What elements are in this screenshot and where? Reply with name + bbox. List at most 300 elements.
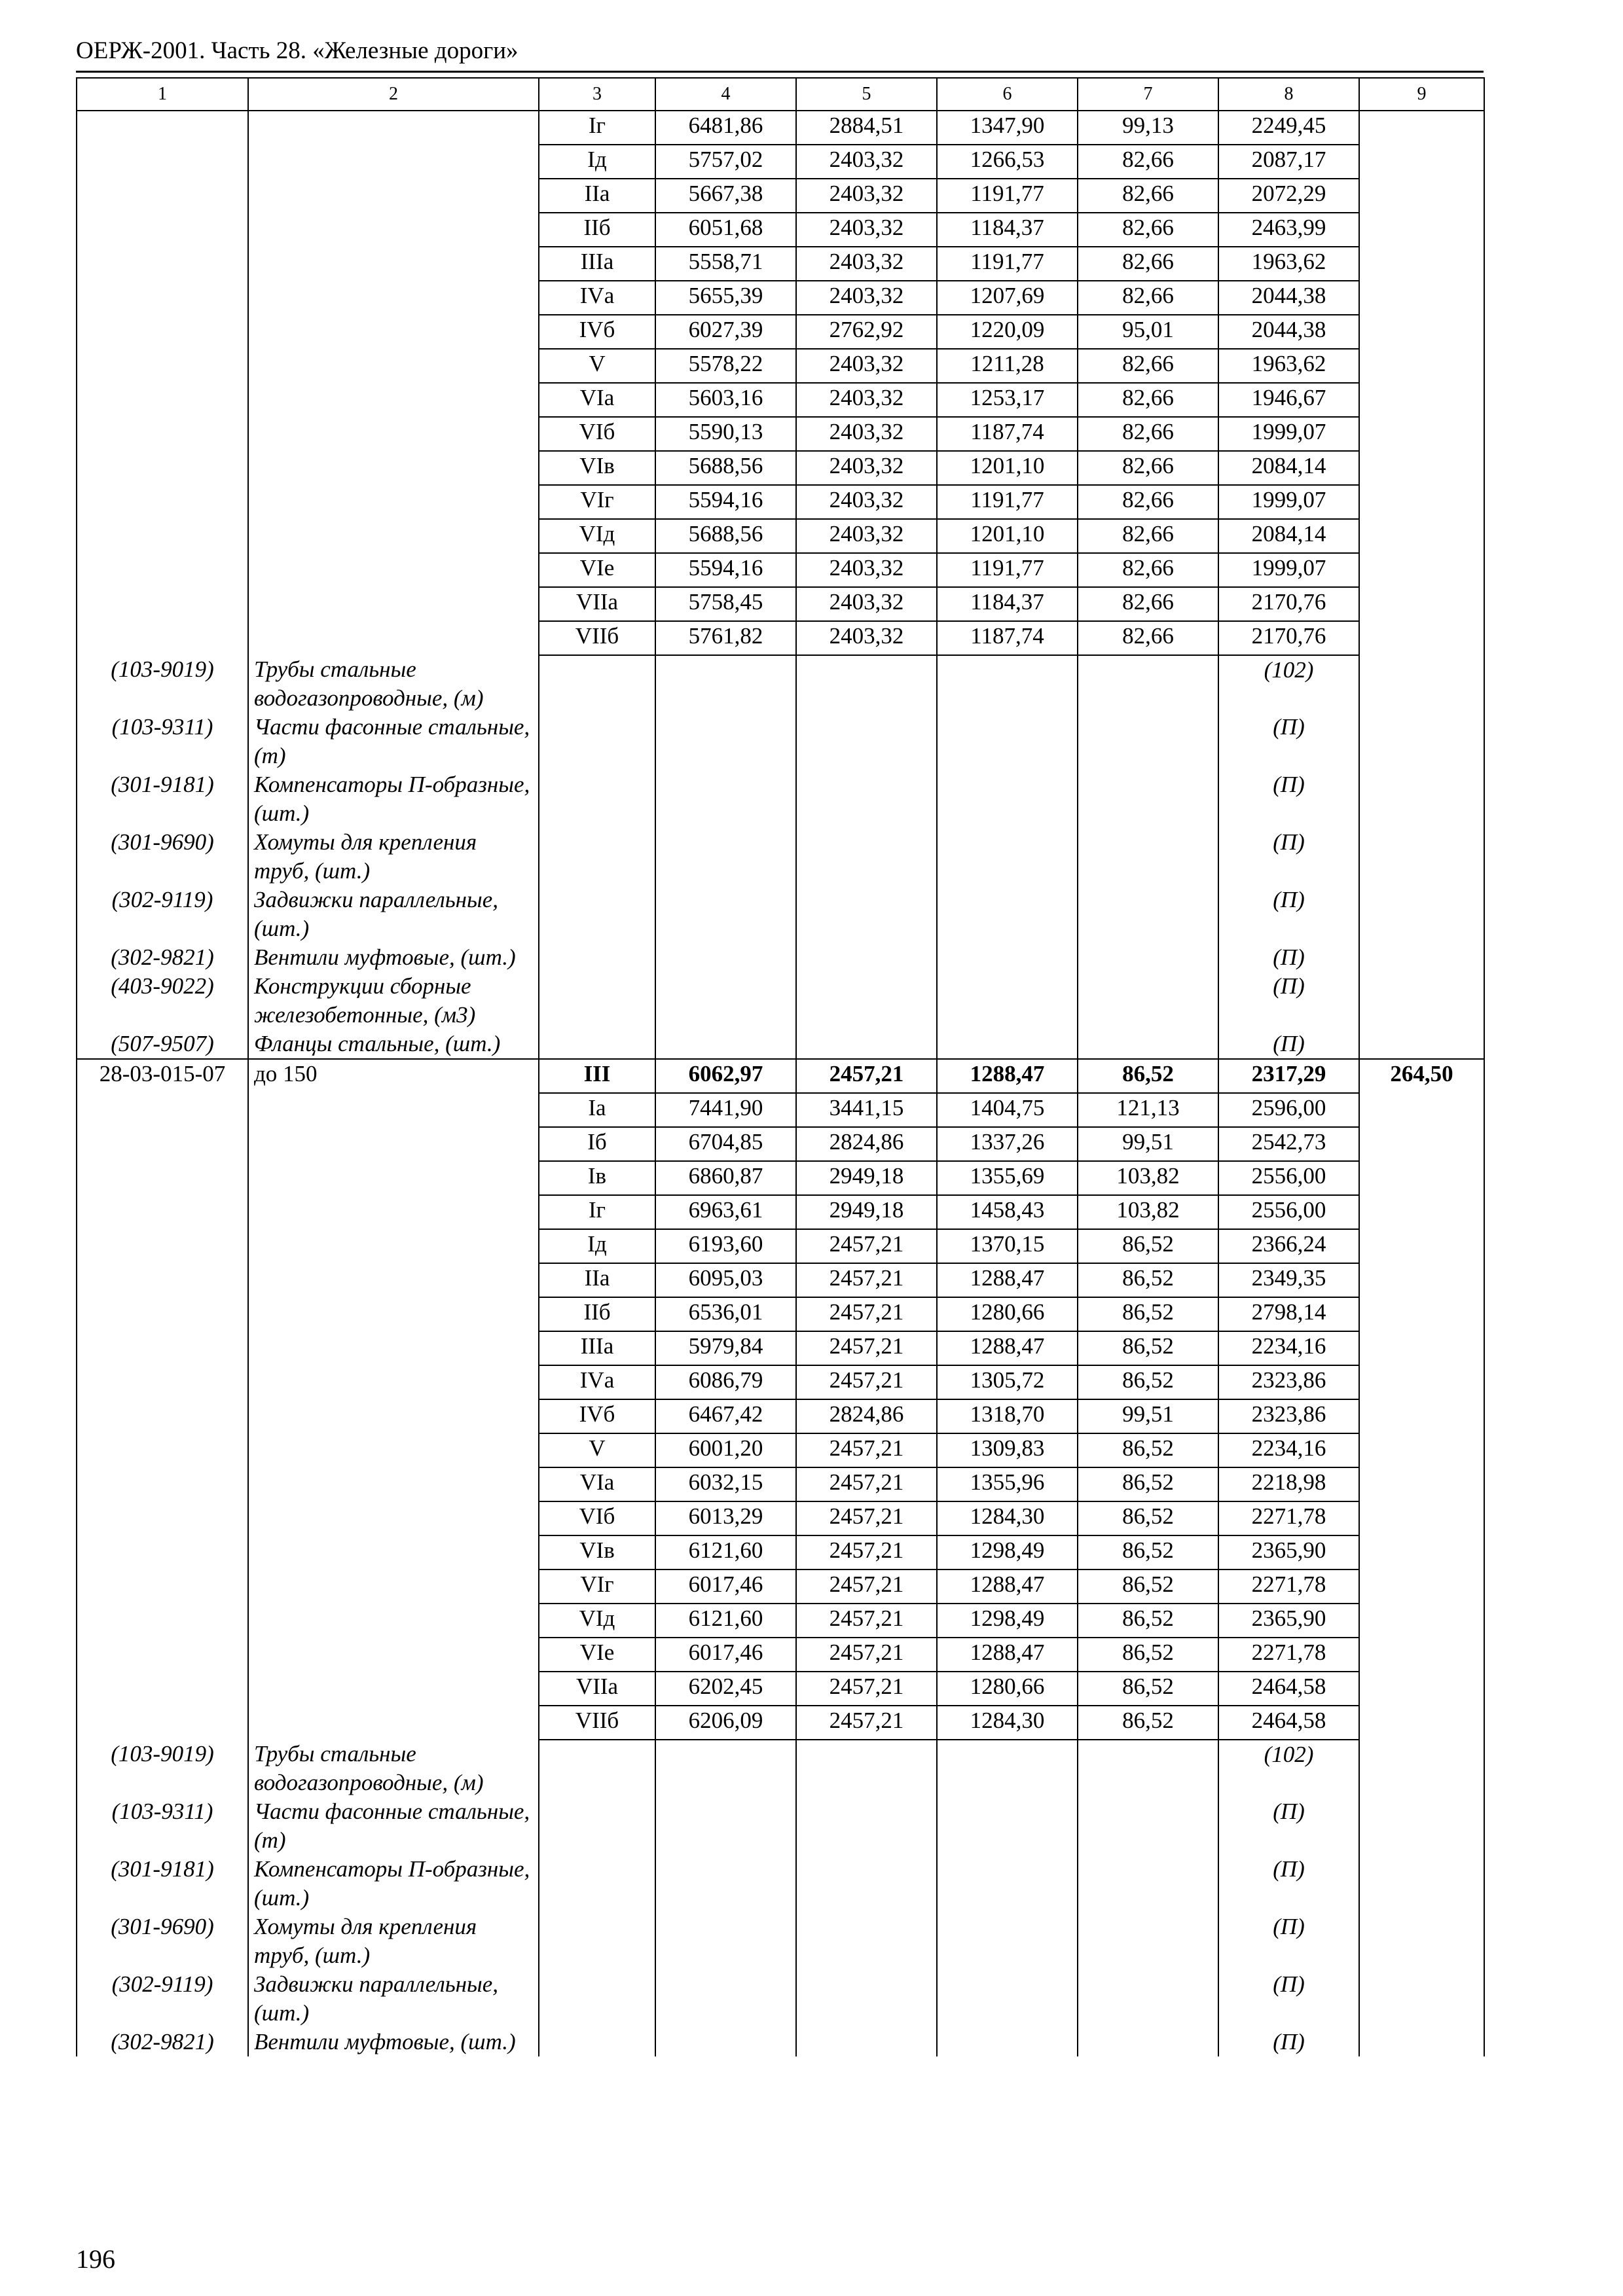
material-qty: (102) (1218, 1740, 1359, 1797)
value-cell: 86,52 (1078, 1604, 1218, 1638)
empty-cell (1078, 1030, 1218, 1059)
region-cell: VIг (539, 1570, 655, 1604)
material-code: (302-9821) (77, 943, 248, 972)
header-rule (76, 71, 1484, 73)
material-code: (301-9690) (77, 1912, 248, 1970)
region-cell: IVа (539, 1365, 655, 1399)
value-cell: 2403,32 (796, 349, 937, 383)
value-cell: 1184,37 (937, 213, 1078, 247)
material-name: Задвижки параллельные, (шт.) (248, 1970, 539, 2028)
value-cell: 95,01 (1078, 315, 1218, 349)
value-cell: 2762,92 (796, 315, 937, 349)
column-number: 8 (1218, 78, 1359, 111)
value-cell: 6481,86 (655, 111, 796, 145)
region-cell: IVб (539, 1399, 655, 1433)
empty-cell (655, 770, 796, 828)
value-cell: 1404,75 (937, 1093, 1078, 1127)
value-cell: 3441,15 (796, 1093, 937, 1127)
value-cell: 6202,45 (655, 1672, 796, 1706)
material-name: Компенсаторы П-образные, (шт.) (248, 1855, 539, 1912)
region-cell: Iв (539, 1161, 655, 1195)
material-row (77, 1797, 1484, 1855)
name-cell (248, 111, 539, 655)
value-cell: 5979,84 (655, 1331, 796, 1365)
material-row (77, 1855, 1484, 1912)
code-cell (77, 111, 248, 655)
value-cell: 1201,10 (937, 451, 1078, 485)
material-code: (103-9019) (77, 655, 248, 713)
value-cell: 2403,32 (796, 281, 937, 315)
value-cell: 6086,79 (655, 1365, 796, 1399)
material-code: (403-9022) (77, 972, 248, 1030)
value-cell: 1355,69 (937, 1161, 1078, 1195)
value-cell: 2949,18 (796, 1161, 937, 1195)
column-number: 7 (1078, 78, 1218, 111)
value-cell: 1309,83 (937, 1433, 1078, 1467)
value-cell: 2556,00 (1218, 1161, 1359, 1195)
empty-cell (796, 2028, 937, 2056)
value-cell: 1266,53 (937, 145, 1078, 179)
value-cell: 82,66 (1078, 179, 1218, 213)
empty-cell (937, 713, 1078, 770)
region-cell: VIIб (539, 1706, 655, 1740)
value-cell: 2798,14 (1218, 1297, 1359, 1331)
empty-cell (937, 770, 1078, 828)
value-cell: 2403,32 (796, 587, 937, 621)
region-cell: VIв (539, 451, 655, 485)
material-row (77, 655, 1484, 713)
value-cell: 6051,68 (655, 213, 796, 247)
value-cell: 103,82 (1078, 1195, 1218, 1229)
empty-cell (1078, 1797, 1218, 1855)
value-cell: 2464,58 (1218, 1706, 1359, 1740)
region-cell: Iг (539, 1195, 655, 1229)
value-cell: 2365,90 (1218, 1535, 1359, 1570)
value-cell: 1207,69 (937, 281, 1078, 315)
value-cell: 2457,21 (796, 1672, 937, 1706)
material-row (77, 943, 1484, 972)
value-cell: 6121,60 (655, 1535, 796, 1570)
value-cell: 6536,01 (655, 1297, 796, 1331)
value-cell: 2249,45 (1218, 111, 1359, 145)
empty-cell (937, 1030, 1078, 1059)
material-code: (301-9181) (77, 770, 248, 828)
material-name: Части фасонные стальные, (т) (248, 1797, 539, 1855)
value-cell: 6001,20 (655, 1433, 796, 1467)
value-cell: 2403,32 (796, 553, 937, 587)
material-code: (103-9311) (77, 713, 248, 770)
empty-cell (937, 1740, 1078, 1797)
region-cell: V (539, 1433, 655, 1467)
region-cell: VIв (539, 1535, 655, 1570)
empty-cell (655, 828, 796, 886)
value-cell: 1191,77 (937, 179, 1078, 213)
value-cell: 86,52 (1078, 1297, 1218, 1331)
value-cell: 1187,74 (937, 621, 1078, 655)
material-qty: (П) (1218, 1970, 1359, 2028)
region-cell: VIе (539, 553, 655, 587)
material-row (77, 713, 1484, 770)
empty-cell (539, 2028, 655, 2056)
value-cell: 1253,17 (937, 383, 1078, 417)
empty-cell (1078, 828, 1218, 886)
region-cell: IIб (539, 1297, 655, 1331)
empty-cell (796, 770, 937, 828)
value-cell: 82,66 (1078, 383, 1218, 417)
material-row (77, 770, 1484, 828)
value-cell: 2596,00 (1218, 1093, 1359, 1127)
value-cell: 2044,38 (1218, 315, 1359, 349)
material-row (77, 1030, 1484, 1059)
empty-cell (1078, 1912, 1218, 1970)
material-qty: (П) (1218, 713, 1359, 770)
empty-cell (1078, 655, 1218, 713)
material-code: (301-9690) (77, 828, 248, 886)
empty-cell (539, 972, 655, 1030)
column-number: 6 (937, 78, 1078, 111)
region-cell: VIе (539, 1638, 655, 1672)
value-cell: 2457,21 (796, 1638, 937, 1672)
value-cell: 82,66 (1078, 281, 1218, 315)
region-cell: VIд (539, 519, 655, 553)
value-cell: 82,66 (1078, 587, 1218, 621)
value-cell: 82,66 (1078, 417, 1218, 451)
value-cell: 6032,15 (655, 1467, 796, 1501)
value-cell: 2457,21 (796, 1433, 937, 1467)
region-cell: Iб (539, 1127, 655, 1161)
value-cell: 6017,46 (655, 1638, 796, 1672)
empty-cell (796, 972, 937, 1030)
empty-cell (937, 1797, 1078, 1855)
value-cell: 82,66 (1078, 621, 1218, 655)
material-qty: (П) (1218, 886, 1359, 943)
value-cell: 82,66 (1078, 213, 1218, 247)
region-cell: IIа (539, 1263, 655, 1297)
empty-cell (539, 828, 655, 886)
value-cell: 99,51 (1078, 1399, 1218, 1433)
material-name: Вентили муфтовые, (шт.) (248, 2028, 539, 2056)
value-cell: 2271,78 (1218, 1638, 1359, 1672)
empty-cell (796, 1970, 937, 2028)
value-cell: 2457,21 (796, 1365, 937, 1399)
value-cell: 1220,09 (937, 315, 1078, 349)
value-cell: 2271,78 (1218, 1570, 1359, 1604)
material-name: Конструкции сборные железобетонные, (м3) (248, 972, 539, 1030)
rate-row (77, 111, 1484, 145)
value-cell: 82,66 (1078, 519, 1218, 553)
value-cell: 86,52 (1078, 1638, 1218, 1672)
value-cell: 86,52 (1078, 1331, 1218, 1365)
material-qty: (П) (1218, 1912, 1359, 1970)
material-qty: (П) (1218, 943, 1359, 972)
value-cell: 86,52 (1078, 1229, 1218, 1263)
material-name: Хомуты для крепления труб, (шт.) (248, 828, 539, 886)
region-cell: VIа (539, 383, 655, 417)
empty-cell (539, 1797, 655, 1855)
empty-cell (1078, 886, 1218, 943)
value-cell: 5558,71 (655, 247, 796, 281)
value-cell: 86,52 (1078, 1706, 1218, 1740)
column-number: 1 (77, 78, 248, 111)
value-cell: 5590,13 (655, 417, 796, 451)
empty-cell (539, 1970, 655, 2028)
value-cell: 6017,46 (655, 1570, 796, 1604)
value-cell: 1280,66 (937, 1672, 1078, 1706)
value-cell: 1201,10 (937, 519, 1078, 553)
empty-cell (655, 713, 796, 770)
empty-cell (796, 655, 937, 713)
rate-code: 28-03-015-07 (77, 1059, 248, 1740)
material-name: Хомуты для крепления труб, (шт.) (248, 1912, 539, 1970)
value-cell: 6467,42 (655, 1399, 796, 1433)
value-cell: 2403,32 (796, 145, 937, 179)
value-cell: 5603,16 (655, 383, 796, 417)
empty-cell (655, 972, 796, 1030)
value-cell: 2403,32 (796, 179, 937, 213)
value-cell: 2084,14 (1218, 519, 1359, 553)
value-cell: 1184,37 (937, 587, 1078, 621)
value-cell: 2556,00 (1218, 1195, 1359, 1229)
value-cell: 2403,32 (796, 519, 937, 553)
empty-cell (937, 1912, 1078, 1970)
value-cell: 103,82 (1078, 1161, 1218, 1195)
empty-cell (1078, 770, 1218, 828)
region-cell: VIд (539, 1604, 655, 1638)
value-cell: 82,66 (1078, 451, 1218, 485)
empty-cell (796, 1030, 937, 1059)
value-cell: 1284,30 (937, 1501, 1078, 1535)
value-cell: 99,13 (1078, 111, 1218, 145)
value-cell: 2323,86 (1218, 1399, 1359, 1433)
material-name: Компенсаторы П-образные, (шт.) (248, 770, 539, 828)
material-row (77, 828, 1484, 886)
region-cell: IVа (539, 281, 655, 315)
empty-cell (655, 1030, 796, 1059)
value-cell: 2457,21 (796, 1467, 937, 1501)
column-number-row (77, 78, 1484, 111)
material-qty: (П) (1218, 972, 1359, 1030)
empty-cell (539, 770, 655, 828)
rate-name: до 150 (248, 1059, 539, 1740)
value-cell: 1337,26 (937, 1127, 1078, 1161)
material-name: Трубы стальные водогазопроводные, (м) (248, 1740, 539, 1797)
value-cell: 1288,47 (937, 1059, 1078, 1093)
empty-cell (539, 886, 655, 943)
material-qty: (П) (1218, 2028, 1359, 2056)
value-cell: 6860,87 (655, 1161, 796, 1195)
value-cell: 1946,67 (1218, 383, 1359, 417)
value-cell: 1280,66 (937, 1297, 1078, 1331)
material-code: (103-9311) (77, 1797, 248, 1855)
value-cell: 86,52 (1078, 1672, 1218, 1706)
value-cell: 2323,86 (1218, 1365, 1359, 1399)
empty-cell (937, 886, 1078, 943)
value-cell: 6027,39 (655, 315, 796, 349)
value-cell: 86,52 (1078, 1467, 1218, 1501)
col9-cell (1359, 111, 1484, 1059)
value-cell: 1288,47 (937, 1263, 1078, 1297)
empty-cell (796, 886, 937, 943)
region-cell: VIIб (539, 621, 655, 655)
empty-cell (796, 1740, 937, 1797)
material-code: (507-9507) (77, 1030, 248, 1059)
empty-cell (539, 655, 655, 713)
value-cell: 2403,32 (796, 417, 937, 451)
value-cell: 6206,09 (655, 1706, 796, 1740)
value-cell: 1284,30 (937, 1706, 1078, 1740)
value-cell: 86,52 (1078, 1059, 1218, 1093)
value-cell: 2403,32 (796, 451, 937, 485)
value-cell: 2403,32 (796, 247, 937, 281)
value-cell: 2234,16 (1218, 1433, 1359, 1467)
empty-cell (655, 886, 796, 943)
value-cell: 2457,21 (796, 1297, 937, 1331)
empty-cell (796, 828, 937, 886)
empty-cell (1078, 1855, 1218, 1912)
value-cell: 5594,16 (655, 485, 796, 519)
region-cell: Iа (539, 1093, 655, 1127)
value-cell: 86,52 (1078, 1501, 1218, 1535)
empty-cell (796, 943, 937, 972)
empty-cell (539, 1855, 655, 1912)
value-cell: 2463,99 (1218, 213, 1359, 247)
empty-cell (655, 1970, 796, 2028)
value-cell: 6704,85 (655, 1127, 796, 1161)
empty-cell (655, 943, 796, 972)
value-cell: 1999,07 (1218, 553, 1359, 587)
value-cell: 2317,29 (1218, 1059, 1359, 1093)
material-row (77, 972, 1484, 1030)
value-cell: 5667,38 (655, 179, 796, 213)
value-cell: 1370,15 (937, 1229, 1078, 1263)
value-cell: 1288,47 (937, 1638, 1078, 1672)
value-cell: 86,52 (1078, 1535, 1218, 1570)
empty-cell (937, 1970, 1078, 2028)
material-qty: (П) (1218, 1030, 1359, 1059)
value-cell: 1191,77 (937, 553, 1078, 587)
value-cell: 1355,96 (937, 1467, 1078, 1501)
page-header: ОЕРЖ-2001. Часть 28. «Железные дороги» (76, 37, 519, 64)
column-number: 5 (796, 78, 937, 111)
region-cell: VIб (539, 1501, 655, 1535)
empty-cell (796, 713, 937, 770)
material-name: Задвижки параллельные, (шт.) (248, 886, 539, 943)
value-cell: 1288,47 (937, 1331, 1078, 1365)
value-cell: 5757,02 (655, 145, 796, 179)
region-cell: IIIа (539, 247, 655, 281)
material-qty: (П) (1218, 828, 1359, 886)
value-cell: 5688,56 (655, 451, 796, 485)
material-row (77, 1740, 1484, 1797)
value-cell: 2457,21 (796, 1263, 937, 1297)
material-name: Трубы стальные водогазопроводные, (м) (248, 655, 539, 713)
value-cell: 2457,21 (796, 1059, 937, 1093)
empty-cell (937, 943, 1078, 972)
column-number: 2 (248, 78, 539, 111)
value-cell: 2457,21 (796, 1229, 937, 1263)
value-cell: 86,52 (1078, 1433, 1218, 1467)
value-cell: 2365,90 (1218, 1604, 1359, 1638)
value-cell: 6121,60 (655, 1604, 796, 1638)
value-cell: 2457,21 (796, 1331, 937, 1365)
value-cell: 6013,29 (655, 1501, 796, 1535)
material-qty: (П) (1218, 1855, 1359, 1912)
value-cell: 82,66 (1078, 145, 1218, 179)
material-name: Части фасонные стальные, (т) (248, 713, 539, 770)
empty-cell (655, 1855, 796, 1912)
region-cell: IIа (539, 179, 655, 213)
value-cell: 6193,60 (655, 1229, 796, 1263)
value-cell: 2403,32 (796, 621, 937, 655)
value-cell: 5594,16 (655, 553, 796, 587)
region-cell: VIIа (539, 587, 655, 621)
value-cell: 5655,39 (655, 281, 796, 315)
value-cell: 2366,24 (1218, 1229, 1359, 1263)
value-cell: 82,66 (1078, 553, 1218, 587)
material-code: (103-9019) (77, 1740, 248, 1797)
value-cell: 2542,73 (1218, 1127, 1359, 1161)
value-cell: 6062,97 (655, 1059, 796, 1093)
empty-cell (1078, 1740, 1218, 1797)
page-number: 196 (76, 2244, 115, 2274)
value-cell: 2170,76 (1218, 587, 1359, 621)
value-cell: 82,66 (1078, 247, 1218, 281)
empty-cell (1078, 2028, 1218, 2056)
value-cell: 2824,86 (796, 1127, 937, 1161)
empty-cell (539, 1740, 655, 1797)
value-cell: 5578,22 (655, 349, 796, 383)
value-cell: 121,13 (1078, 1093, 1218, 1127)
value-cell: 2044,38 (1218, 281, 1359, 315)
empty-cell (1078, 943, 1218, 972)
value-cell: 7441,90 (655, 1093, 796, 1127)
empty-cell (655, 1912, 796, 1970)
value-cell: 5761,82 (655, 621, 796, 655)
value-cell: 2884,51 (796, 111, 937, 145)
region-cell: VIб (539, 417, 655, 451)
material-code: (302-9821) (77, 2028, 248, 2056)
value-cell: 5758,45 (655, 587, 796, 621)
material-code: (301-9181) (77, 1855, 248, 1912)
rate-row (77, 1059, 1484, 1093)
region-cell: IVб (539, 315, 655, 349)
column-number: 9 (1359, 78, 1484, 111)
empty-cell (937, 1855, 1078, 1912)
region-cell: IIIа (539, 1331, 655, 1365)
empty-cell (539, 713, 655, 770)
empty-cell (655, 655, 796, 713)
value-cell: 1999,07 (1218, 417, 1359, 451)
column-number: 3 (539, 78, 655, 111)
region-cell: VIа (539, 1467, 655, 1501)
empty-cell (796, 1797, 937, 1855)
material-name: Фланцы стальные, (шт.) (248, 1030, 539, 1059)
value-cell: 2464,58 (1218, 1672, 1359, 1706)
empty-cell (539, 943, 655, 972)
value-cell: 2949,18 (796, 1195, 937, 1229)
value-cell: 1999,07 (1218, 485, 1359, 519)
value-cell: 1305,72 (937, 1365, 1078, 1399)
value-cell: 2084,14 (1218, 451, 1359, 485)
region-cell: VIг (539, 485, 655, 519)
material-row (77, 1970, 1484, 2028)
value-cell: 2403,32 (796, 383, 937, 417)
value-cell: 2403,32 (796, 485, 937, 519)
column-number: 4 (655, 78, 796, 111)
material-qty: (П) (1218, 770, 1359, 828)
empty-cell (655, 1797, 796, 1855)
material-code: (302-9119) (77, 886, 248, 943)
